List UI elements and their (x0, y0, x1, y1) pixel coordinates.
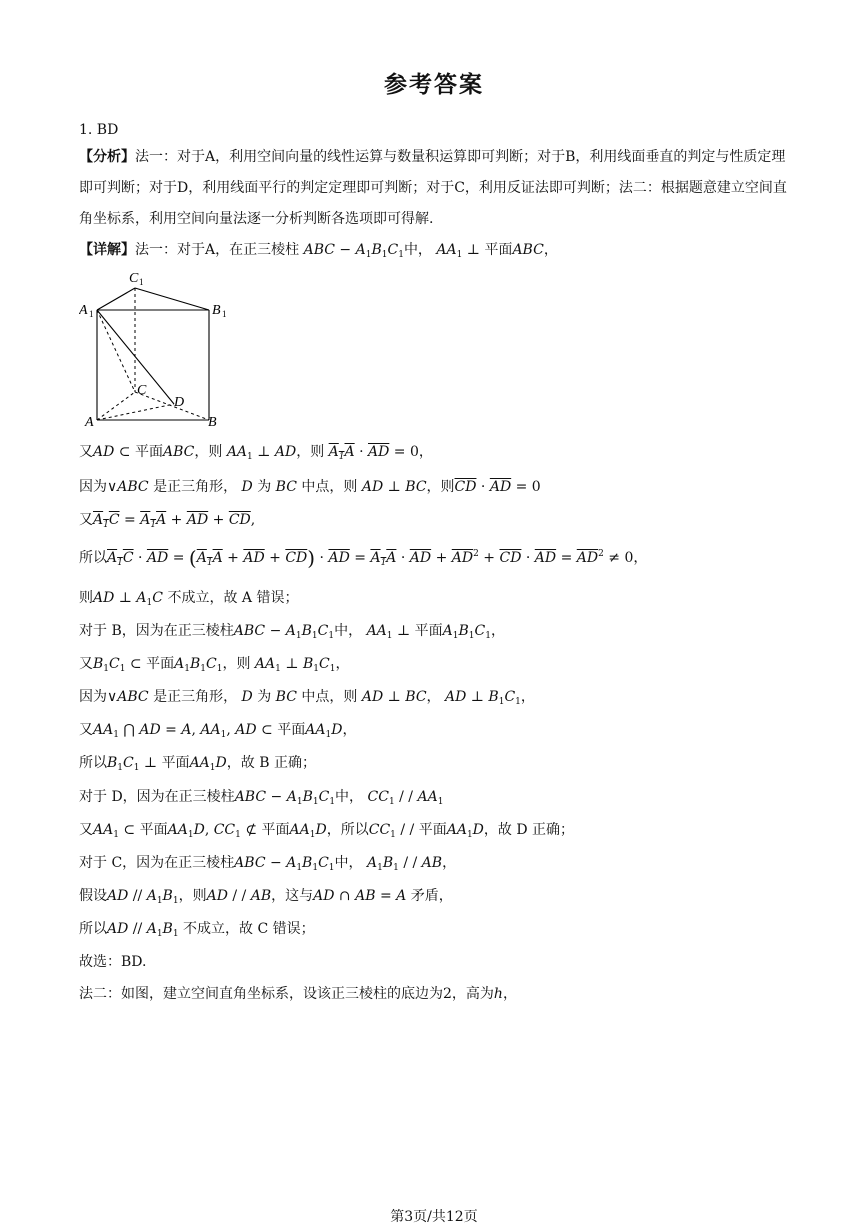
line-2: 因为∨ABC 是正三角形， D 为 BC 中点，则 AD ⊥ BC，则$\overline{CD} \cdot \overline{AD} = 0$ (79, 479, 541, 495)
analysis-text: 法一：对于A，利用空间向量的线性运算与数量积运算即可判断；对于B，利用线面垂直的判定与性质定理即可判断；对于D，利用线面平行的判定定理即可判断；对于C，利用反证法即可判断；法二：根据题意建立空间直角坐标系，利用空间向量法逐一分析判断各选项即可得解. (79, 149, 787, 227)
label-d: D (174, 395, 185, 410)
detail-intro-line: 【详解】法一：对于A，在正三棱柱 ABC − $A_1B_1C_1$中， $AA_1$ ⊥ 平面ABC， (79, 242, 558, 260)
line-1: 又AD ⊂ 平面ABC，则 $AA_1$ ⊥ AD，则 $A_1A \cdot \overline{AD} = 0$， (79, 444, 433, 462)
page-footer: 第3页/共12页 (390, 1209, 478, 1225)
line-12: 又$AA_1$ ⊂ 平面$AA_1D$, $CC_1$ ⊄ 平面$AA_1D$，所以$CC_1$ / / 平面$AA_1D$，故 D 正确； (79, 822, 575, 840)
label-b: B (208, 415, 217, 430)
line-10: 所以$B_1C_1$ ⊥ 平面$AA_1D$，故 B 正确； (79, 755, 316, 773)
line-15: 所以AD // $A_1B_1$ 不成立，故 C 错误； (79, 921, 315, 939)
svg-text:1: 1 (89, 309, 94, 319)
line-16: 故选：BD. (79, 954, 147, 970)
line-3: 又$A_1C = A_1A + \overline{AD} + \overline{CD}$, (79, 512, 256, 530)
analysis-label: 【分析】 (79, 149, 135, 165)
label-c: C (137, 383, 147, 398)
label-b1: B (212, 303, 221, 318)
prism-figure (79, 268, 229, 430)
line-14: 假设AD // $A_1B_1$，则AD / / AB，这与AD ∩ AB = A 矛盾， (79, 888, 453, 906)
page-title: 参考答案 (384, 71, 484, 98)
edge-a1c1 (97, 288, 135, 310)
svg-text:1: 1 (222, 309, 227, 319)
line-17: 法二：如图，建立空间直角坐标系，设该正三棱柱的底边为2，高为h， (79, 986, 517, 1002)
line-13: 对于 C，因为在正三棱柱ABC − $A_1B_1C_1$中， $A_1B_1$ / / AB， (79, 855, 457, 873)
line-7: 又$B_1C_1$ ⊂ 平面$A_1B_1C_1$，则 $AA_1$ ⊥ $B_1C_1$， (79, 656, 350, 674)
line-6: 对于 B，因为在正三棱柱ABC − $A_1B_1C_1$中， $AA_1$ ⊥ 平面$A_1B_1C_1$， (79, 623, 505, 641)
analysis-paragraph (79, 142, 794, 235)
answer-number-line: 1. BD (79, 122, 119, 138)
edge-c1b1 (135, 288, 209, 310)
detail-label: 【详解】 (79, 242, 135, 258)
line-8: 因为∨ABC 是正三角形， D 为 BC 中点，则 AD ⊥ BC， AD ⊥ $B_1C_1$， (79, 689, 535, 707)
label-a: A (85, 415, 94, 430)
label-a1: A (79, 303, 88, 318)
label-c1: C (129, 271, 139, 286)
line-5: 则AD ⊥ $A_1C$ 不成立，故 A 错误； (79, 590, 299, 608)
line-9: 又$AA_1$ ⋂ AD = A, $AA_1$, AD ⊂ 平面$AA_1D$， (79, 722, 357, 740)
line-11: 对于 D，因为在正三棱柱ABC − $A_1B_1C_1$中， $CC_1$ / / $AA_1$ (79, 789, 444, 807)
line-4: 所以$A_1C \cdot \overline{AD} = (A_1A + \overline{AD} + \overline{CD}) \cdot \overline{AD} = A_1A \cdot \overline{AD} + \overline{AD}^2 + \overline{CD} \cdot \overline{AD} = \overline{AD}^2 \ne 0$， (79, 546, 648, 570)
segment-a1c-hidden (97, 310, 135, 392)
svg-text:1: 1 (139, 277, 144, 287)
